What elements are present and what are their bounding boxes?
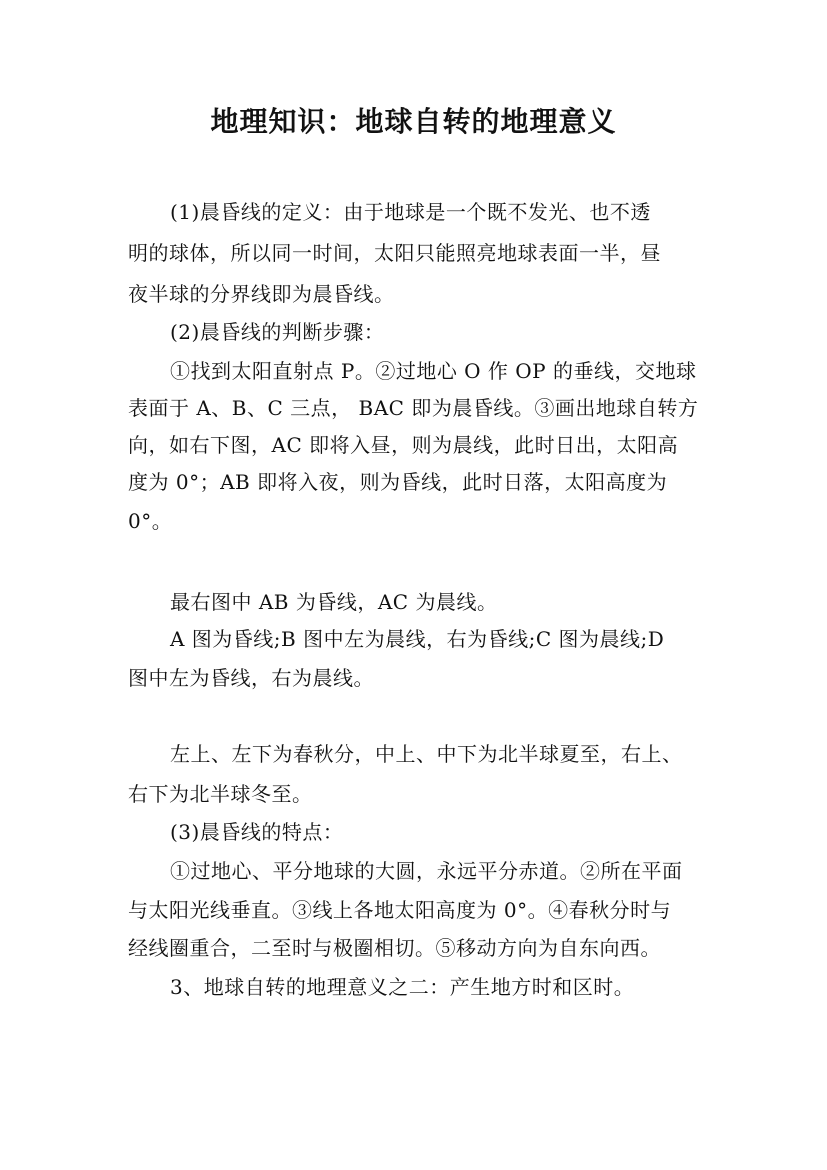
paragraph-line: 最右图中 AB 为昏线，AC 为晨线。 [170, 590, 498, 614]
paragraph-line: 明的球体，所以同一时间，太阳只能照亮地球表面一半，昼 [128, 241, 661, 265]
paragraph-line: 表面于 A、B、C 三点， BAC 即为晨昏线。③画出地球自转方 [128, 396, 699, 420]
paragraph-line: ①过地心、平分地球的大圆，永远平分赤道。②所在平面 [170, 859, 683, 883]
paragraph-line: 0°。 [128, 509, 173, 533]
paragraph-line: 度为 0°；AB 即将入夜，则为昏线，此时日落，太阳高度为 [128, 470, 668, 494]
paragraph-line: 左上、左下为春秋分，中上、中下为北半球夏至，右上、 [170, 742, 683, 766]
paragraph-line: (3)晨昏线的特点： [170, 820, 344, 844]
paragraph-line: (1)晨昏线的定义：由于地球是一个既不发光、也不透 [170, 200, 651, 224]
paragraph-line: 经线圈重合，二至时与极圈相切。⑤移动方向为自东向西。 [128, 936, 661, 960]
paragraph-line: 3、地球自转的地理意义之二：产生地方时和区时。 [170, 975, 635, 999]
paragraph-line: 右下为北半球冬至。 [128, 782, 313, 806]
paragraph-line: 夜半球的分界线即为晨昏线。 [128, 282, 395, 306]
paragraph-line: 与太阳光线垂直。③线上各地太阳高度为 0°。④春秋分时与 [128, 898, 672, 922]
paragraph-line: 向，如右下图，AC 即将入昼，则为晨线，此时日出，太阳高 [128, 433, 679, 457]
document-title: 地理知识：地球自转的地理意义 [210, 105, 617, 138]
paragraph-line: 图中左为昏线，右为晨线。 [128, 666, 374, 690]
paragraph-line: (2)晨昏线的判断步骤： [170, 320, 385, 344]
paragraph-line: ①找到太阳直射点 P。②过地心 O 作 OP 的垂线，交地球 [170, 359, 697, 383]
paragraph-line: A 图为昏线;B 图中左为晨线，右为昏线;C 图为晨线;D [170, 627, 665, 651]
